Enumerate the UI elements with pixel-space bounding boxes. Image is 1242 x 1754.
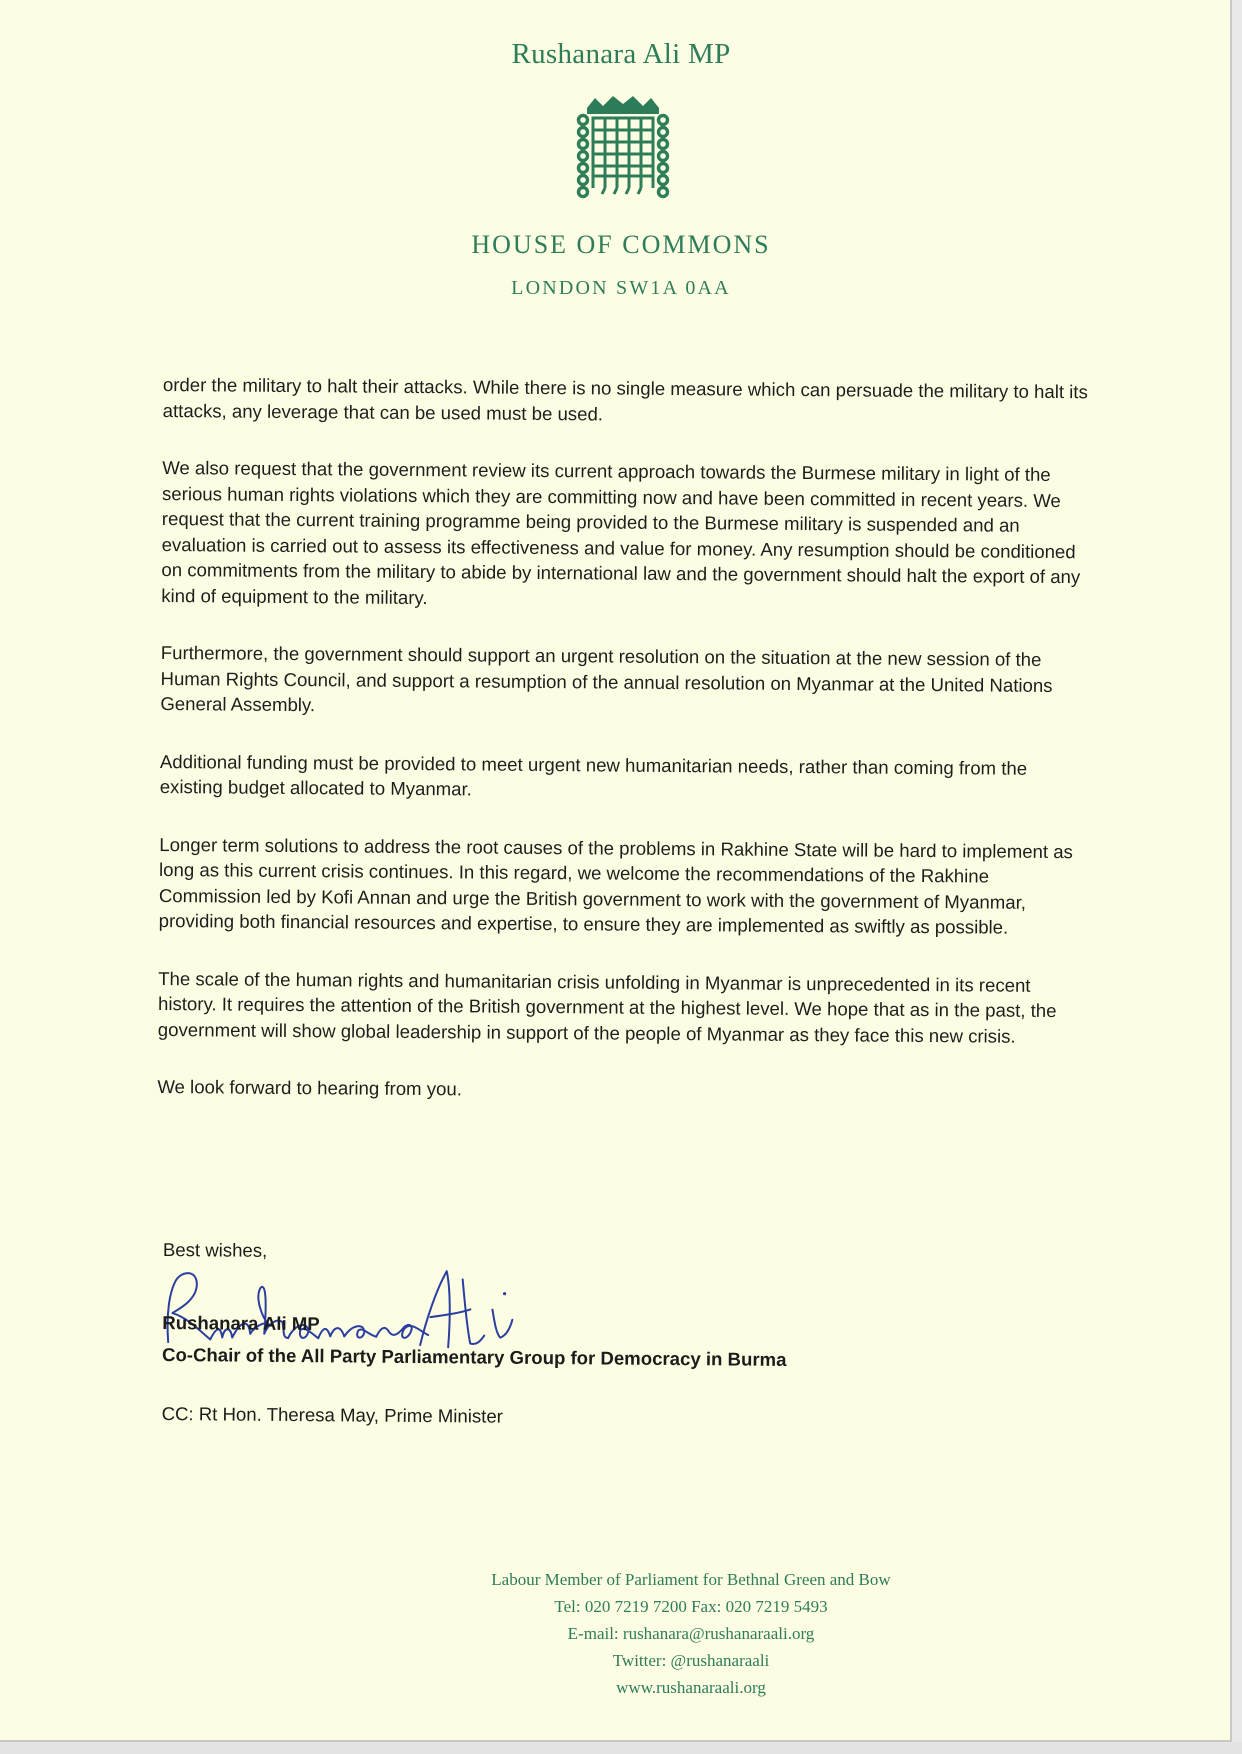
cc-line: CC: Rt Hon. Theresa May, Prime Minister xyxy=(161,1402,504,1427)
paragraph: We look forward to hearing from you. xyxy=(157,1075,462,1100)
footer-website: www.rushanaraali.org xyxy=(616,1678,766,1697)
letterhead-mp-name: Rushanara Ali MP xyxy=(511,38,731,70)
portcullis-icon xyxy=(575,92,671,200)
paragraph: order the military to halt their attacks. While there is no single measure which can persuade the military to halt its attacks, any leverage that can be used must be used. xyxy=(162,373,1088,424)
paragraph: We also request that the government review its current approach towards the Burmese military in light of the serious human rights violations which they are committing now and have been committed in recent years. We request that the current training programme being provided to the Burmese military is suspended and an evaluation is carried out to assess its effectiveness and value for money. Any resumption should be conditioned on commitments from the military to abide by international law and the government should halt the export of any kind of equipment to the military. xyxy=(161,456,1081,608)
paragraph: Furthermore, the government should support an urgent resolution on the situation at the new session of the Human Rights Council, and support a resumption of the annual resolution on Myanmar at the United Nations General Assembly. xyxy=(160,641,1053,716)
signer-name: Rushanara Ali MP xyxy=(162,1311,320,1335)
paragraph: The scale of the human rights and humanitarian crisis unfolding in Myanmar is unprecedented in its recent history. It requires the attention of the British government at the highest level. We hope that as in the past, the government will show global leadership in support of the people of Myanmar as they face this new crisis. xyxy=(157,967,1057,1047)
footer-twitter: Twitter: @rushanaraali xyxy=(612,1651,770,1670)
footer-constituency: Labour Member of Parliament for Bethnal Green and Bow xyxy=(491,1570,891,1589)
scan-edge-bottom xyxy=(0,1742,1242,1754)
footer-phone-fax: Tel: 020 7219 7200 Fax: 020 7219 5493 xyxy=(554,1597,828,1616)
closing-line: Best wishes, xyxy=(162,1238,268,1261)
scan-edge-right xyxy=(1232,0,1242,1754)
paragraph: Longer term solutions to address the root causes of the problems in Rakhine State will be hard to implement as long as this current crisis continues. In this regard, we welcome the recommendations of the Rakhine Commission led by Kofi Annan and urge the British government to work with the government of Myanmar, providing both financial resources and expertise, to ensure they are implemented as swiftly as possible. xyxy=(158,833,1074,938)
footer-email: E-mail: rushanara@rushanaraali.org xyxy=(567,1624,815,1643)
signoff-block xyxy=(161,1237,1063,1427)
signer-role: Co-Chair of the All Party Parliamentary Group for Democracy in Burma xyxy=(161,1343,787,1370)
letter-body xyxy=(157,372,1098,1139)
letterhead-address: LONDON SW1A 0AA xyxy=(511,277,731,299)
paragraph: Additional funding must be provided to meet urgent new humanitarian needs, rather than coming from the existing budget allocated to Myanmar. xyxy=(159,750,1028,800)
letter-footer xyxy=(0,1566,1242,1701)
letterhead-house: HOUSE OF COMMONS xyxy=(471,230,771,259)
